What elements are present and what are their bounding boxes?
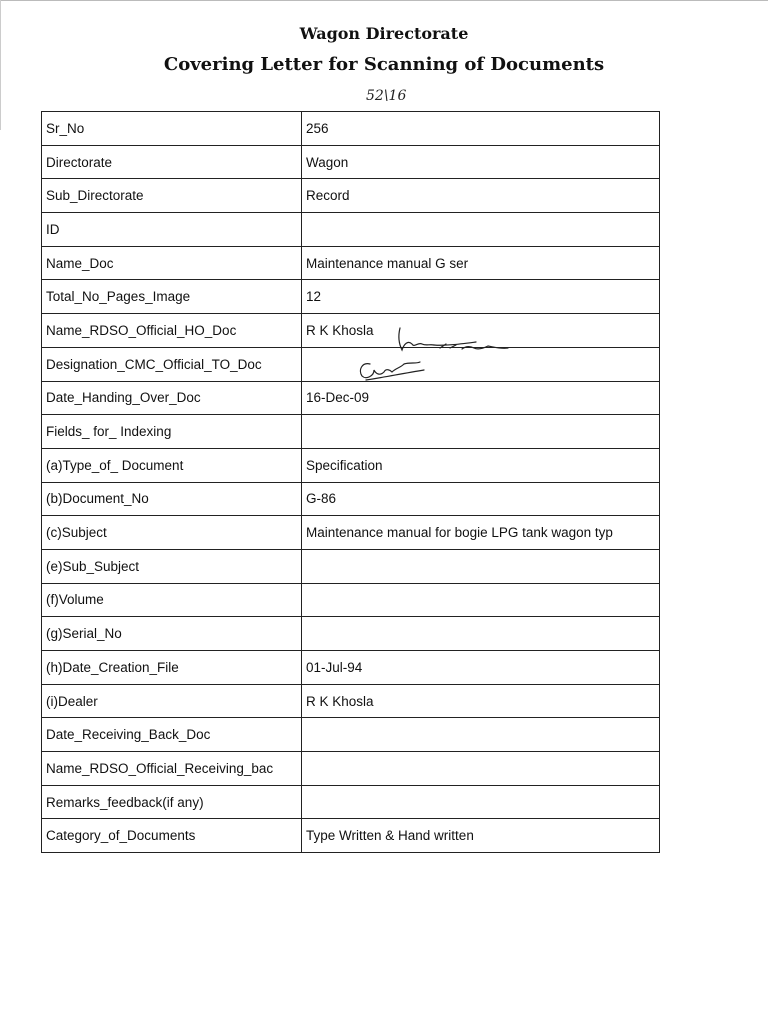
field-label: Fields_ for_ Indexing — [42, 415, 302, 449]
field-label: Sr_No — [42, 112, 302, 146]
table-row — [42, 415, 660, 449]
page-subtitle: Covering Letter for Scanning of Documents — [163, 54, 605, 75]
field-label: Name_Doc — [42, 246, 302, 280]
table-row — [42, 112, 660, 146]
field-label: Total_No_Pages_Image — [42, 280, 302, 314]
table-row — [42, 684, 660, 718]
field-value — [302, 583, 660, 617]
field-value — [302, 785, 660, 819]
table-row — [42, 280, 660, 314]
field-label: Sub_Directorate — [42, 179, 302, 213]
field-value: Record — [302, 179, 660, 213]
field-label: (e)Sub_Subject — [42, 549, 302, 583]
field-value: R K Khosla — [302, 314, 660, 348]
field-value: 256 — [302, 112, 660, 146]
field-label: Category_of_Documents — [42, 819, 302, 853]
field-value: Maintenance manual G ser — [302, 246, 660, 280]
table-row — [42, 718, 660, 752]
field-label: (i)Dealer — [42, 684, 302, 718]
table-row — [42, 651, 660, 685]
table-row — [42, 179, 660, 213]
table-row — [42, 785, 660, 819]
page-title: Wagon Directorate — [299, 24, 469, 43]
field-label: Name_RDSO_Official_HO_Doc — [42, 314, 302, 348]
field-value — [302, 549, 660, 583]
field-label: ID — [42, 213, 302, 247]
field-label: (a)Type_of_ Document — [42, 448, 302, 482]
field-value: Wagon — [302, 145, 660, 179]
field-value: 12 — [302, 280, 660, 314]
table-row — [42, 246, 660, 280]
field-value — [302, 213, 660, 247]
field-label: Name_RDSO_Official_Receiving_bac — [42, 752, 302, 786]
field-label: Designation_CMC_Official_TO_Doc — [42, 347, 302, 381]
field-label: (c)Subject — [42, 516, 302, 550]
field-value: Type Written & Hand written — [302, 819, 660, 853]
handwritten-reference: 52\16 — [366, 88, 407, 104]
field-value — [302, 718, 660, 752]
field-value: 16-Dec-09 — [302, 381, 660, 415]
table-row — [42, 145, 660, 179]
field-value — [302, 617, 660, 651]
table-row — [42, 819, 660, 853]
table-row — [42, 583, 660, 617]
field-value: Specification — [302, 448, 660, 482]
field-value: R K Khosla — [302, 684, 660, 718]
field-label: Directorate — [42, 145, 302, 179]
table-row — [42, 752, 660, 786]
field-label: (f)Volume — [42, 583, 302, 617]
field-label: Date_Receiving_Back_Doc — [42, 718, 302, 752]
table-row — [42, 549, 660, 583]
field-label: (g)Serial_No — [42, 617, 302, 651]
field-value: 01-Jul-94 — [302, 651, 660, 685]
field-label: (h)Date_Creation_File — [42, 651, 302, 685]
field-value: G-86 — [302, 482, 660, 516]
field-label: Date_Handing_Over_Doc — [42, 381, 302, 415]
field-value — [302, 752, 660, 786]
field-label: (b)Document_No — [42, 482, 302, 516]
field-value — [302, 415, 660, 449]
field-label: Remarks_feedback(if any) — [42, 785, 302, 819]
document-form-table — [41, 111, 660, 853]
table-row — [42, 516, 660, 550]
table-row — [42, 617, 660, 651]
form-body — [42, 112, 660, 853]
table-row — [42, 213, 660, 247]
table-row — [42, 482, 660, 516]
table-row — [42, 448, 660, 482]
field-value: Maintenance manual for bogie LPG tank wagon typ — [302, 516, 660, 550]
scan-edge — [0, 0, 768, 1]
handwritten-signature — [300, 318, 520, 388]
